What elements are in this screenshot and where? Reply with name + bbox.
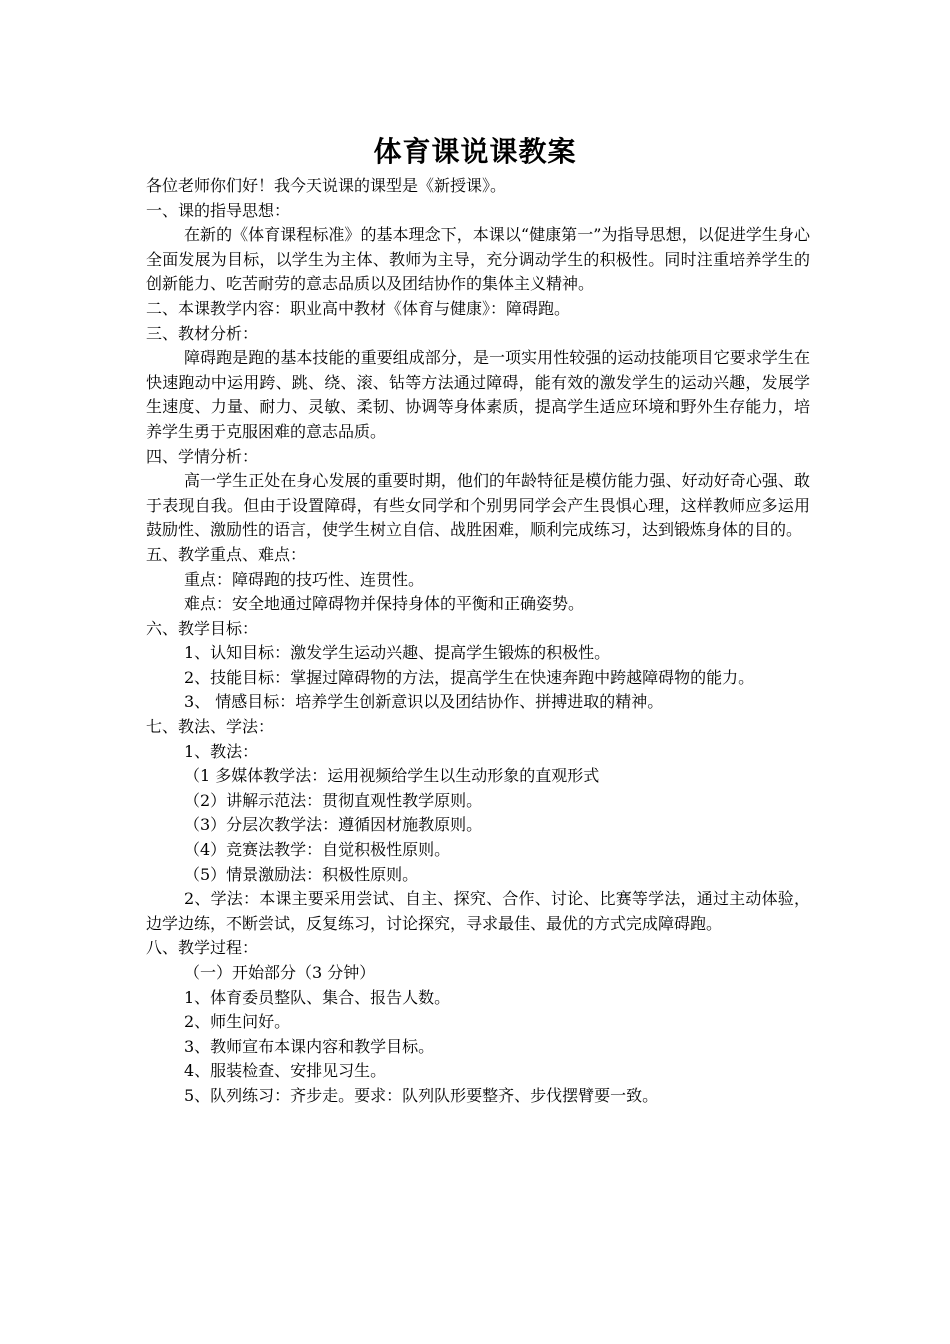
process-item: 4、服装检查、安排见习生。 bbox=[184, 1061, 387, 1081]
process-item: 3、教师宣布本课内容和教学目标。 bbox=[184, 1036, 435, 1056]
section-5-heading: 五、教学重点、难点： bbox=[146, 544, 307, 564]
section-1-paragraph: 在新的《体育课程标准》的基本理念下，本课以“健康第一”为指导思想，以促进学生身心全面发展为目标，以学生为主体、教师为主导，充分调动学生的积极性。同时注重培养学生的创新能力、吃苦耐劳的意志品质以及团结协作的集体主义精神。 bbox=[146, 225, 810, 294]
process-item: 5、队列练习：齐步走。要求：队列队形要整齐、步伐摆臂要一致。 bbox=[184, 1085, 659, 1105]
section-4-paragraph: 高一学生正处在身心发展的重要时期，他们的年龄特征是模仿能力强、好动好奇心强、敢于表现自我。但由于设置障碍，有些女同学和个别男同学会产生畏惧心理，这样教师应多运用鼓励性、激励性的语言，使学生树立自信、战胜困难，顺利完成练习，达到锻炼身体的目的。 bbox=[146, 471, 810, 540]
goal-skill: 2、技能目标：掌握过障碍物的方法，提高学生在快速奔跑中跨越障碍物的能力。 bbox=[184, 667, 755, 687]
method-item: （4）竞赛法教学：自觉积极性原则。 bbox=[184, 840, 451, 860]
section-2-heading: 二、本课教学内容：职业高中教材《体育与健康》：障碍跑。 bbox=[146, 298, 571, 318]
goal-cognitive: 1、认知目标：激发学生运动兴趣、提高学生锻炼的积极性。 bbox=[184, 643, 611, 663]
goal-emotional: 3、 情感目标：培养学生创新意识以及团结协作、拼搏进取的精神。 bbox=[184, 692, 664, 712]
process-item: 1、体育委员整队、集合、报告人数。 bbox=[184, 987, 451, 1007]
section-4-heading: 四、学情分析： bbox=[146, 446, 259, 466]
method-item: （1 多媒体教学法：运用视频给学生以生动形象的直观形式 bbox=[184, 766, 600, 786]
method-item: （5）情景激励法：积极性原则。 bbox=[184, 864, 419, 884]
section-6-heading: 六、教学目标： bbox=[146, 618, 259, 638]
section-3-heading: 三、教材分析： bbox=[146, 323, 259, 343]
section-3-paragraph: 障碍跑是跑的基本技能的重要组成部分，是一项实用性较强的运动技能项目它要求学生在快速跑动中运用跨、跳、绕、滚、钻等方法通过障碍，能有效的激发学生的运动兴趣，发展学生速度、力量、耐力、灵敏、柔韧、协调等身体素质，提高学生适应环境和野外生存能力，培养学生勇于克服困难的意志品质。 bbox=[146, 348, 810, 441]
process-part-1: （一）开始部分（3 分钟） bbox=[184, 963, 376, 982]
opening-line: 各位老师你们好！我今天说课的课型是《新授课》。 bbox=[146, 176, 507, 195]
document-title: 体育课说课教案 bbox=[373, 135, 577, 168]
learning-method-paragraph: 2、学法：本课主要采用尝试、自主、探究、合作、讨论、比赛等学法，通过主动体验，边学边练，不断尝试，反复练习，讨论探究，寻求最佳、最优的方式完成障碍跑。 bbox=[146, 889, 810, 933]
teaching-method-heading: 1、教法： bbox=[184, 741, 259, 761]
section-8-heading: 八、教学过程： bbox=[146, 938, 259, 958]
difficult-point: 难点：安全地通过障碍物并保持身体的平衡和正确姿势。 bbox=[184, 594, 585, 614]
document-body bbox=[146, 174, 810, 1109]
section-7-heading: 七、教法、学法： bbox=[146, 717, 275, 737]
method-item: （2）讲解示范法：贯彻直观性教学原则。 bbox=[184, 790, 483, 810]
method-item: （3）分层次教学法：遵循因材施教原则。 bbox=[184, 815, 483, 835]
process-item: 2、师生问好。 bbox=[184, 1012, 291, 1032]
key-point: 重点：障碍跑的技巧性、连贯性。 bbox=[184, 569, 425, 589]
section-1-heading: 一、课的指导思想： bbox=[146, 200, 291, 220]
